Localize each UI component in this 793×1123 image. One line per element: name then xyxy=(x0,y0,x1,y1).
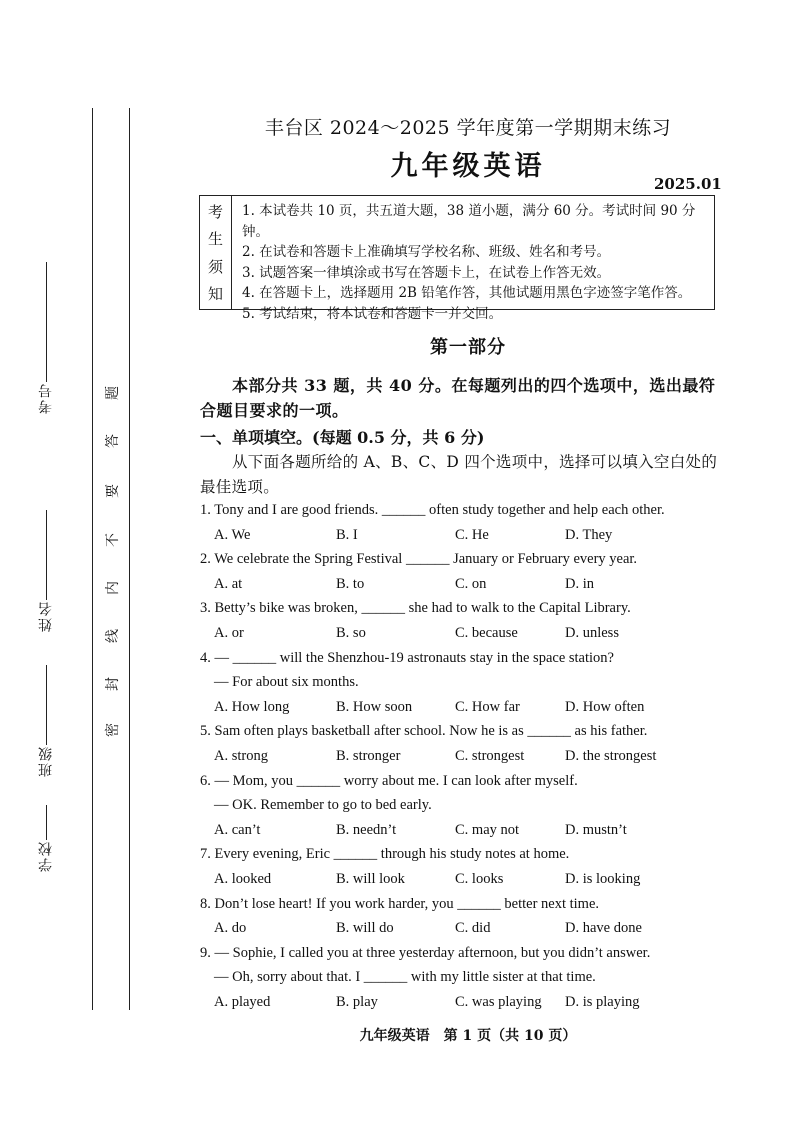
class-field[interactable] xyxy=(36,665,56,777)
seal-char: 题 xyxy=(105,386,121,400)
notice-item: 5. 考试结束，将本试卷和答题卡一并交回。 xyxy=(242,305,503,322)
seal-char: 不 xyxy=(105,533,121,547)
answer-option[interactable]: D. the strongest xyxy=(565,748,657,764)
answer-option[interactable]: B. will do xyxy=(336,920,394,937)
answer-option[interactable]: C. strongest xyxy=(455,748,525,764)
seal-char: 要 xyxy=(105,484,121,498)
answer-option[interactable]: D. mustn’t xyxy=(565,821,627,838)
question-stem: 6. — Mom, you ______ worry about me. I can look after myself. xyxy=(200,772,578,789)
answer-option[interactable]: C. He xyxy=(455,526,489,543)
notice-label-char: 须 xyxy=(207,257,223,276)
section-intro: 本部分共 33 题，共 40 分。在每题列出的四个选项中，选出最符合题目要求的一项。 xyxy=(200,376,716,420)
question-dialogue-line: — Oh, sorry about that. I ______ with my little sister at that time. xyxy=(214,969,596,986)
class-field-line[interactable] xyxy=(46,665,47,745)
question-stem: 1. Tony and I are good friends. ______ often study together and help each other. xyxy=(200,502,665,518)
school-field-label: 学校 xyxy=(38,840,54,872)
exam-number-field-label: 考号 xyxy=(38,382,54,414)
answer-option[interactable]: A. We xyxy=(214,526,251,543)
question-stem: 2. We celebrate the Spring Festival ______ January or February every year. xyxy=(200,551,638,568)
notice-item: 3. 试题答案一律填涂或书写在答题卡上，在试卷上作答无效。 xyxy=(242,264,611,281)
answer-option[interactable]: A. do xyxy=(214,920,247,937)
answer-option[interactable]: C. did xyxy=(455,920,491,937)
answer-option[interactable]: A. or xyxy=(214,625,244,641)
seal-char: 内 xyxy=(105,581,121,595)
question-stem: 8. Don’t lose heart! If you work harder, you ______ better next time. xyxy=(200,895,600,912)
answer-option[interactable]: B. to xyxy=(336,575,365,592)
answer-option[interactable]: B. so xyxy=(336,625,366,641)
answer-option[interactable]: D. is playing xyxy=(565,994,640,1010)
notice-label xyxy=(200,196,232,309)
exam-number-field-line[interactable] xyxy=(46,262,47,382)
question-dialogue-line: — OK. Remember to go to bed early. xyxy=(214,797,432,814)
question-stem: 4. — ______ will the Shenzhou-19 astronauts stay in the space station? xyxy=(200,649,614,666)
school-field-line[interactable] xyxy=(46,805,47,840)
answer-option[interactable]: D. How often xyxy=(565,698,645,715)
question-stem: 7. Every evening, Eric ______ through his study notes at home. xyxy=(200,846,570,863)
answer-option[interactable]: A. can’t xyxy=(214,821,261,838)
answer-option[interactable]: D. unless xyxy=(565,625,619,641)
answer-option[interactable]: C. looks xyxy=(455,871,504,887)
question-stem: 3. Betty’s bike was broken, ______ she had to walk to the Capital Library. xyxy=(200,600,631,617)
seal-char: 密 xyxy=(105,723,121,737)
answer-option[interactable]: C. How far xyxy=(455,698,520,715)
notice-item: 1. 本试卷共 10 页，共五道大题，38 道小题，满分 60 分。考试时间 90 分钟。 xyxy=(242,203,696,240)
binding-line-inner xyxy=(129,108,130,1010)
page-footer: 九年级英语 第 1 页（共 10 页） xyxy=(359,1028,577,1044)
class-field-label: 班级 xyxy=(38,745,54,777)
notice-label-char: 考 xyxy=(207,203,223,222)
notice-items xyxy=(242,201,710,324)
exam-date: 2025.01 xyxy=(654,175,722,193)
notice-box xyxy=(199,195,715,322)
answer-option[interactable]: C. on xyxy=(455,575,487,592)
section-subtitle: 一、单项填空。(每题 0.5 分，共 6 分) xyxy=(200,428,485,447)
answer-option[interactable]: A. played xyxy=(214,994,271,1010)
question-dialogue-line: — For about six months. xyxy=(214,674,359,691)
question-stem: 5. Sam often plays basketball after school. Now he is as ______ as his father. xyxy=(200,723,648,740)
exam-number-field[interactable] xyxy=(36,262,56,414)
section-title: 第一部分 xyxy=(430,337,506,358)
answer-option[interactable]: D. is looking xyxy=(565,871,641,887)
seal-char: 线 xyxy=(105,629,121,643)
seal-char: 答 xyxy=(105,434,121,448)
answer-option[interactable]: B. play xyxy=(336,994,378,1010)
notice-label-char: 生 xyxy=(207,230,223,249)
answer-option[interactable]: A. looked xyxy=(214,871,272,887)
answer-option[interactable]: B. How soon xyxy=(336,698,413,715)
answer-option[interactable]: B. will look xyxy=(336,871,405,887)
answer-option[interactable]: A. at xyxy=(214,575,243,592)
answer-option[interactable]: A. strong xyxy=(214,748,268,764)
answer-option[interactable]: D. have done xyxy=(565,920,642,937)
answer-option[interactable]: D. They xyxy=(565,526,613,543)
binding-line-outer xyxy=(92,108,93,1010)
notice-label-char: 知 xyxy=(207,284,223,303)
school-field[interactable] xyxy=(36,805,56,872)
notice-item: 4. 在答题卡上，选择题用 2B 铅笔作答，其他试题用黑色字迹签字笔作答。 xyxy=(242,285,692,301)
answer-option[interactable]: D. in xyxy=(565,575,594,592)
exam-title: 丰台区 2024～2025 学年度第一学期期末练习 xyxy=(264,117,672,139)
answer-option[interactable]: B. needn’t xyxy=(336,821,397,838)
section-instruction: 从下面各题所给的 A、B、C、D 四个选项中，选择可以填入空白处的最佳选项。 xyxy=(200,453,718,496)
answer-option[interactable]: B. I xyxy=(336,526,358,543)
name-field-line[interactable] xyxy=(46,510,47,600)
notice-item: 2. 在试卷和答题卡上准确填写学校名称、班级、姓名和考号。 xyxy=(242,244,611,260)
answer-option[interactable]: C. may not xyxy=(455,821,520,838)
question-stem: 9. — Sophie, I called you at three yesterday afternoon, but you didn’t answer. xyxy=(200,944,651,961)
answer-option[interactable]: B. stronger xyxy=(336,748,401,764)
answer-option[interactable]: C. was playing xyxy=(455,994,542,1010)
seal-char: 封 xyxy=(105,677,121,691)
answer-option[interactable]: A. How long xyxy=(214,698,290,715)
name-field[interactable] xyxy=(36,510,56,632)
exam-subject: 九年级英语 xyxy=(390,151,546,182)
name-field-label: 姓名 xyxy=(38,600,54,632)
answer-option[interactable]: C. because xyxy=(455,625,518,641)
